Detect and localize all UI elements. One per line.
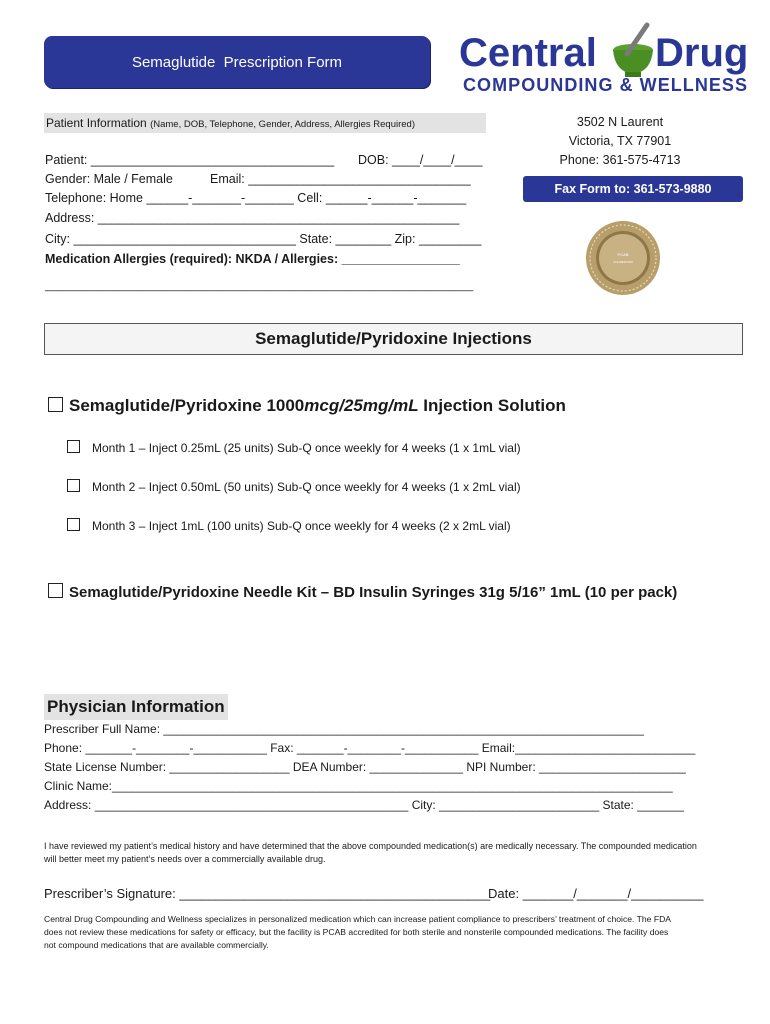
- needle-kit-label: Semaglutide/Pyridoxine Needle Kit – BD Insulin Syringes 31g 5/16” 1mL (10 per pack): [69, 584, 678, 601]
- form-title: Semaglutide Prescription Form: [131, 53, 343, 71]
- patient-allergies-extra-line[interactable]: ______________________________________________________________________: [45, 280, 474, 292]
- form-title-banner: [44, 36, 430, 88]
- option-month-2[interactable]: [67, 479, 521, 494]
- clinic-name-field[interactable]: Clinic Name:____________________________________________________________________________________: [44, 779, 673, 793]
- option-month-3[interactable]: [67, 518, 511, 533]
- pharmacy-phone: Phone: 361-575-4713: [559, 153, 681, 167]
- pcab-seal-text: PCAB: [617, 252, 629, 257]
- product-section-header: [44, 323, 743, 355]
- patient-info-header: [44, 113, 486, 133]
- solution-label-suffix: Injection Solution: [418, 396, 566, 415]
- prescriber-phone-fax-email-field[interactable]: Phone: _______-________-___________ Fax: _______-________-___________ Email:___________________________: [44, 741, 696, 755]
- product-section-title: Semaglutide/Pyridoxine Injections: [255, 329, 532, 348]
- clinic-address-field[interactable]: Address: _______________________________________________ City: ________________________ State: _______: [44, 798, 684, 812]
- pharmacy-city: Victoria, TX 77901: [568, 134, 672, 148]
- solution-label-prefix: Semaglutide/Pyridoxine 1000: [69, 396, 305, 415]
- logo-text-drug: Drug: [655, 31, 749, 75]
- central-drug-logo: [455, 20, 755, 100]
- prescriber-signature-field[interactable]: Prescriber’s Signature: ___________________________________________: [44, 886, 491, 901]
- pcab-seal-icon: [585, 220, 661, 296]
- logo-text-central: Central: [459, 31, 597, 75]
- patient-address-field[interactable]: Address: ____________________________________________________: [45, 211, 460, 225]
- attestation-text: [44, 840, 724, 866]
- disclaimer-line-3: not compound medications that are available commercially.: [44, 940, 269, 950]
- physician-info-header: [44, 694, 228, 720]
- month-3-checkbox[interactable]: [67, 518, 80, 531]
- patient-name-field[interactable]: Patient: ___________________________________: [45, 153, 335, 167]
- solution-label-unit: mcg/25mg/mL: [304, 396, 419, 415]
- option-injection-solution[interactable]: [48, 396, 566, 416]
- fax-number: Fax Form to: 361-573-9880: [554, 182, 712, 196]
- disclaimer-line-1: Central Drug Compounding and Wellness specializes in personalized medication which can increase patient compliance to prescribers’ treatment of choice. The FDA: [44, 914, 672, 924]
- patient-email-field[interactable]: Email: ________________________________: [210, 172, 471, 186]
- month-1-label: Month 1 – Inject 0.25mL (25 units) Sub-Q once weekly for 4 weeks (1 x 1mL vial): [92, 441, 521, 455]
- prescriber-name-field[interactable]: Prescriber Full Name: ________________________________________________________________________: [44, 722, 644, 736]
- solution-checkbox[interactable]: [48, 397, 63, 412]
- svg-text:ACCREDITED: ACCREDITED: [613, 260, 633, 264]
- month-1-checkbox[interactable]: [67, 440, 80, 453]
- month-2-checkbox[interactable]: [67, 479, 80, 492]
- fax-banner: [523, 176, 743, 202]
- mortar-pestle-icon: [613, 25, 653, 77]
- signature-date-field[interactable]: Date: _______/_______/__________: [488, 886, 704, 901]
- logo-tagline: COMPOUNDING & WELLNESS: [463, 75, 747, 95]
- prescriber-license-field[interactable]: State License Number: __________________ DEA Number: ______________ NPI Number: ______________________: [44, 760, 686, 774]
- patient-dob-field[interactable]: DOB: ____/____/____: [358, 153, 483, 167]
- disclaimer-text: [44, 913, 734, 952]
- patient-info-title: Patient Information: [46, 116, 147, 130]
- attestation-line-1: I have reviewed my patient’s medical history and have determined that the above compounded medication(s) are medically necessary. The compounded medication: [44, 841, 697, 851]
- patient-info-subtitle: (Name, DOB, Telephone, Gender, Address, Allergies Required): [150, 119, 415, 130]
- attestation-line-2: will better meet my patient’s needs over a commercially available drug.: [44, 854, 326, 864]
- month-2-label: Month 2 – Inject 0.50mL (50 units) Sub-Q once weekly for 4 weeks (1 x 2mL vial): [92, 480, 521, 494]
- disclaimer-line-2: does not review these medications for safety or efficacy, but the facility is PCAB accredited for both sterile and nonsterile compounded medications. The facility does: [44, 927, 669, 937]
- patient-telephone-field[interactable]: Telephone: Home ______-_______-_______ Cell: ______-______-_______: [45, 191, 467, 205]
- patient-city-field[interactable]: City: ________________________________ State: ________ Zip: _________: [45, 232, 482, 246]
- pharmacy-street: 3502 N Laurent: [576, 115, 664, 129]
- patient-allergies-field[interactable]: Medication Allergies (required): NKDA / Allergies: _________________: [45, 252, 460, 266]
- needle-kit-checkbox[interactable]: [48, 583, 63, 598]
- option-month-1[interactable]: [67, 440, 521, 455]
- option-needle-kit[interactable]: [48, 583, 677, 601]
- month-3-label: Month 3 – Inject 1mL (100 units) Sub-Q once weekly for 4 weeks (2 x 2mL vial): [92, 519, 511, 533]
- physician-info-title: Physician Information: [47, 697, 225, 716]
- patient-gender-field[interactable]: Gender: Male / Female: [45, 172, 173, 186]
